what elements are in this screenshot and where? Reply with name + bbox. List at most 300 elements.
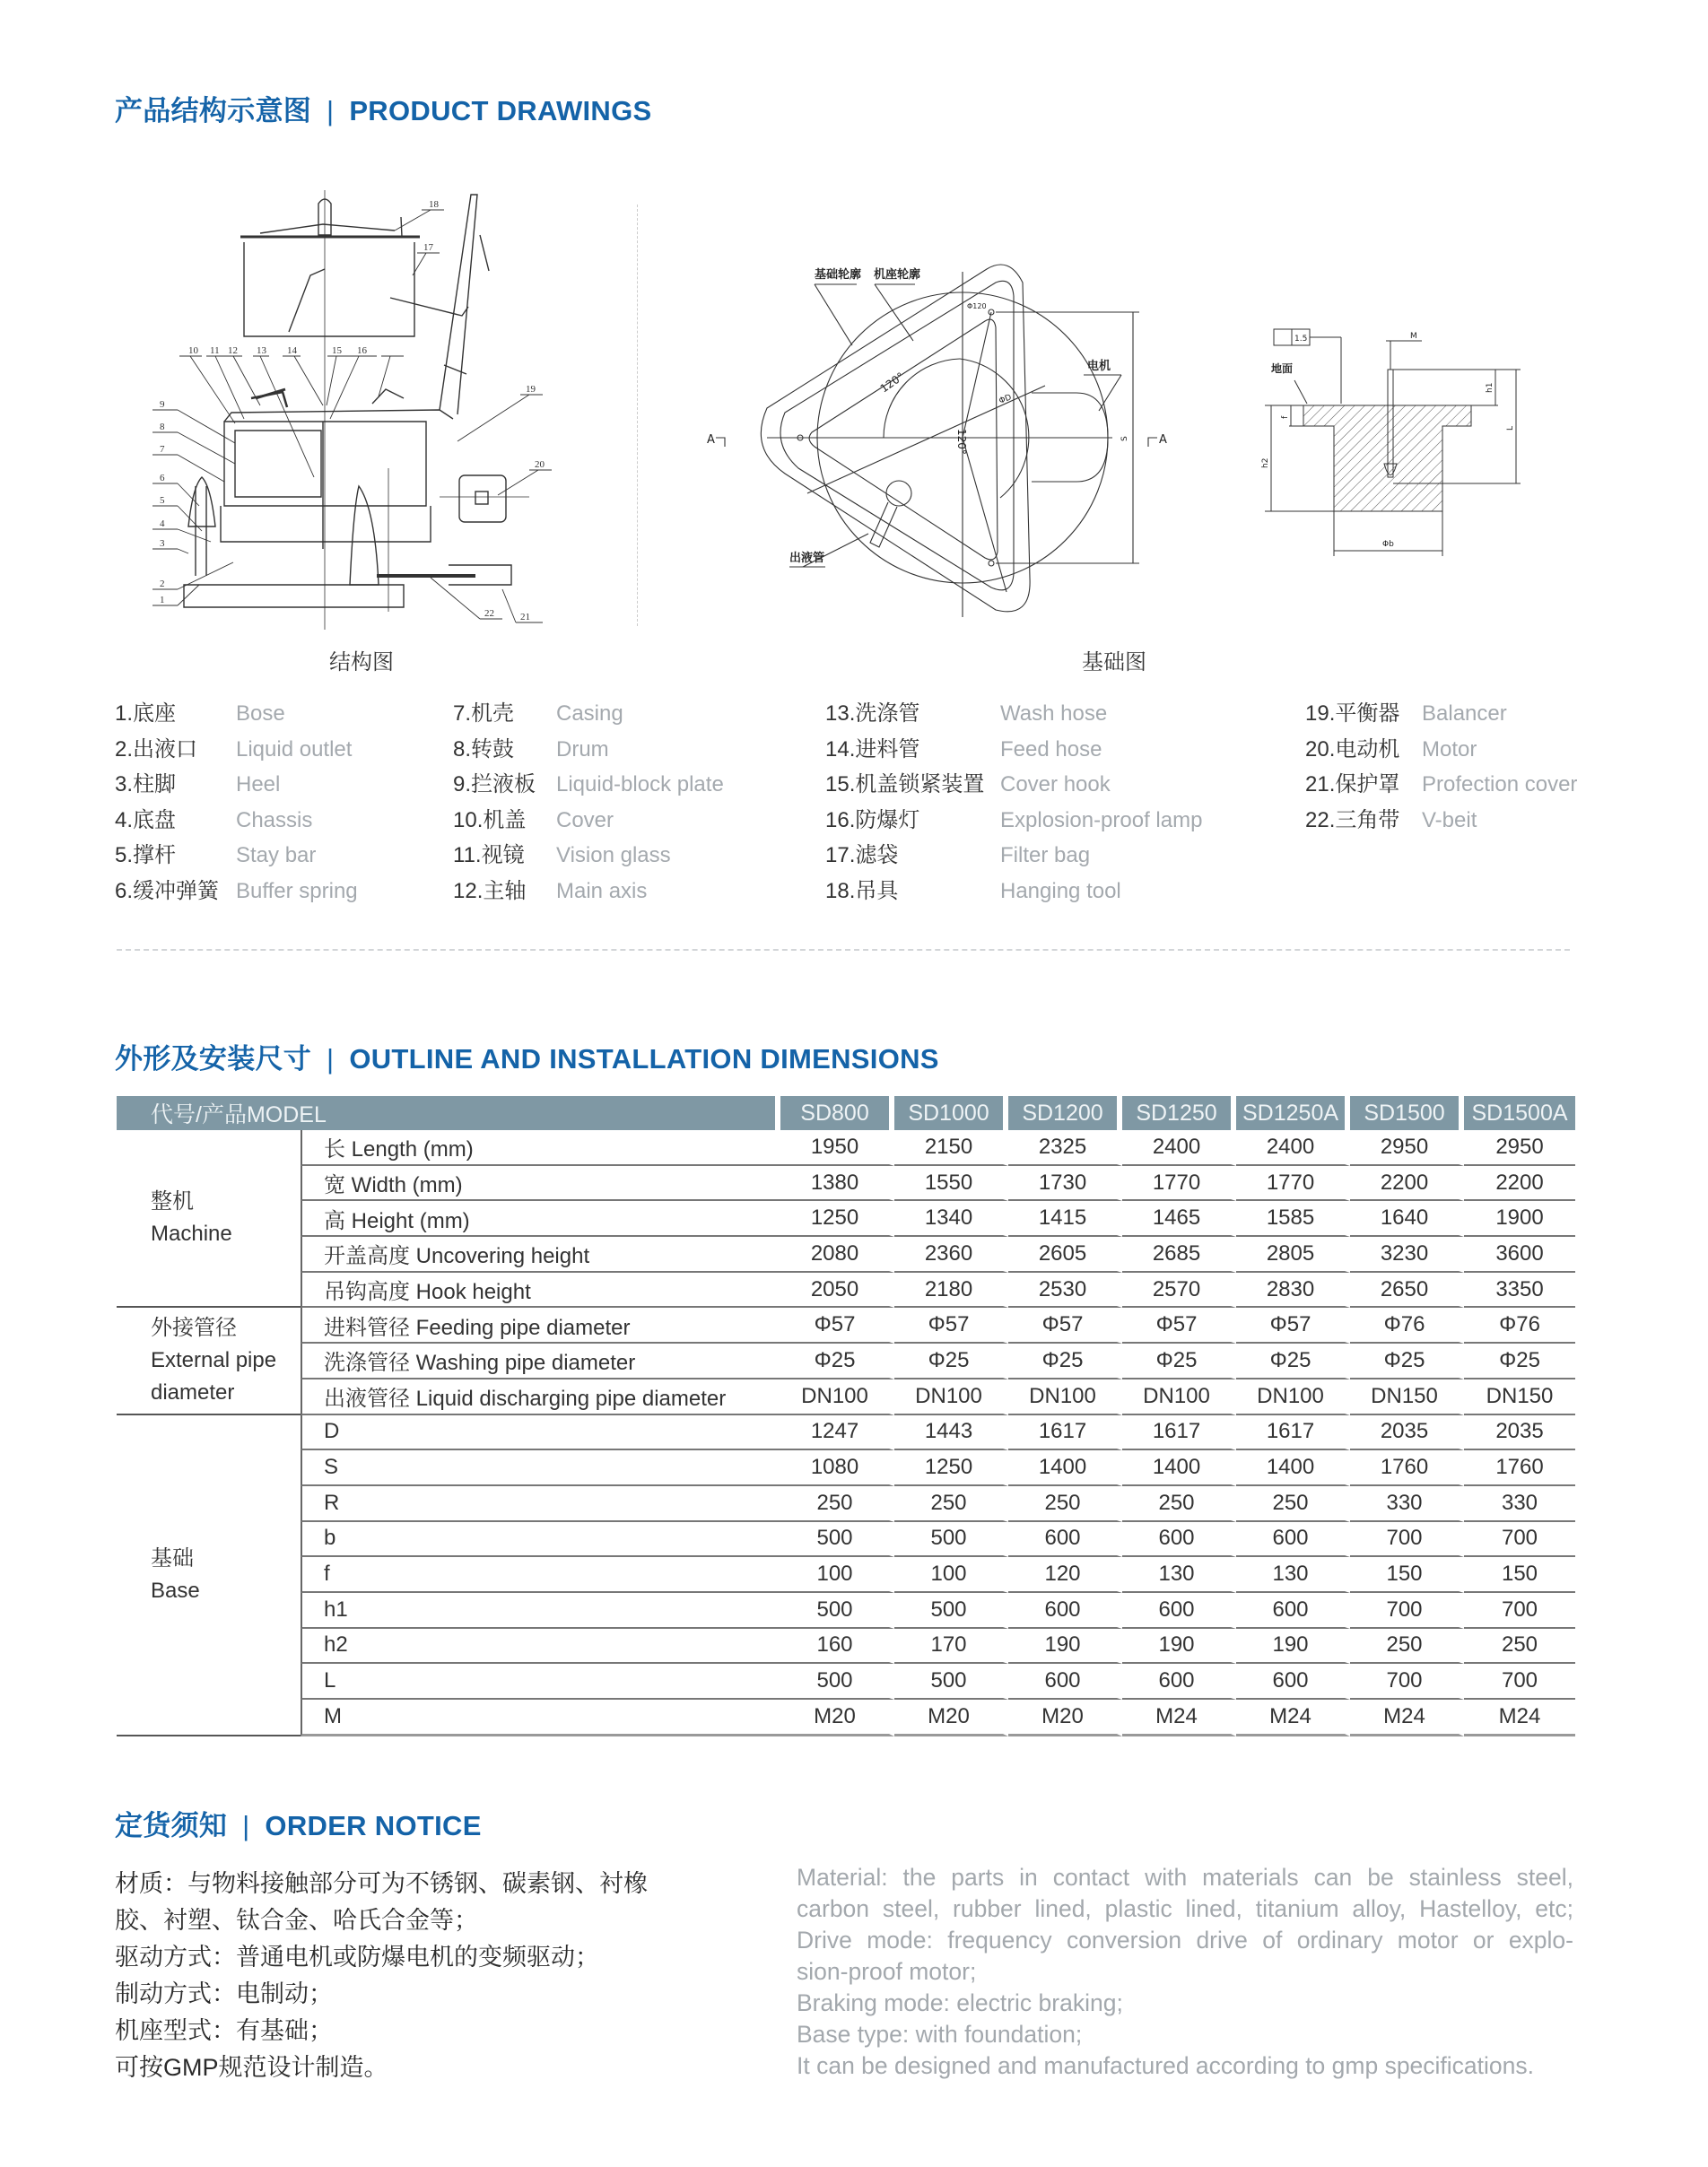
- label-s: S: [1120, 436, 1129, 441]
- cell-value: 2325: [1008, 1130, 1122, 1166]
- cell-value: Φ76: [1464, 1308, 1575, 1344]
- cell-value: 3600: [1464, 1237, 1575, 1273]
- foundation-section-drawing: [1251, 316, 1538, 562]
- cell-value: 250: [1350, 1629, 1464, 1665]
- cell-value: 500: [894, 1593, 1008, 1629]
- cell-value: Φ25: [894, 1344, 1008, 1379]
- part-name-cn: 15.机盖锁紧装置: [825, 772, 985, 796]
- cell-value: 250: [780, 1486, 894, 1522]
- title-en: PRODUCT DRAWINGS: [349, 95, 652, 126]
- row-group-label: [117, 1130, 301, 1308]
- table-row: [117, 1593, 1575, 1629]
- cell-value: 1400: [1236, 1450, 1350, 1486]
- cell-value: 2830: [1236, 1273, 1350, 1309]
- part-item: [453, 732, 724, 768]
- svg-text:11: 11: [210, 345, 220, 356]
- part-name-en: Explosion-proof lamp: [1000, 807, 1203, 832]
- part-name-en: Heel: [236, 772, 281, 796]
- part-item: [115, 767, 358, 803]
- svg-text:18: 18: [429, 199, 439, 210]
- notice-line: 驱动方式：普通电机或防爆电机的变频驱动；: [115, 1944, 599, 1971]
- cell-value: DN150: [1350, 1379, 1464, 1415]
- cell-value: 1640: [1350, 1201, 1464, 1237]
- svg-text:13: 13: [257, 345, 266, 356]
- cell-value: 2360: [894, 1237, 1008, 1273]
- table-row: [117, 1486, 1575, 1522]
- cell-value: 250: [1008, 1486, 1122, 1522]
- group-label-en: Machine: [151, 1222, 232, 1247]
- group-label-en: External pipe diameter: [151, 1347, 277, 1405]
- row-group-label: [117, 1415, 301, 1736]
- cell-value: 2200: [1350, 1166, 1464, 1202]
- svg-text:22: 22: [484, 608, 494, 619]
- motor-shape: [440, 475, 529, 522]
- part-name-en: Chassis: [236, 807, 313, 832]
- header-model: SD1000: [894, 1096, 1008, 1130]
- part-name-cn: 4.底盘: [115, 807, 177, 832]
- part-name-cn: 16.防爆灯: [825, 807, 920, 832]
- cell-value: 250: [1464, 1629, 1575, 1665]
- param-label: h1: [301, 1593, 780, 1629]
- cell-value: 2650: [1350, 1273, 1464, 1309]
- notice-line: 可按GMP规范设计制造。: [115, 2054, 388, 2081]
- table-row: [117, 1664, 1575, 1700]
- notice-line: 胶、衬塑、钛合金、哈氏合金等；: [115, 1907, 478, 1934]
- cell-value: 2035: [1350, 1415, 1464, 1451]
- svg-text:2: 2: [160, 579, 165, 589]
- cell-value: 1550: [894, 1166, 1008, 1202]
- title-en: ORDER NOTICE: [265, 1810, 482, 1841]
- part-item: [115, 732, 358, 768]
- svg-text:16: 16: [357, 345, 367, 356]
- cell-value: DN100: [1122, 1379, 1236, 1415]
- part-name-en: Vision glass: [556, 843, 671, 867]
- label-base-outline: 基础轮廓: [815, 268, 862, 282]
- cell-value: Φ25: [1008, 1344, 1122, 1379]
- svg-text:12: 12: [228, 345, 238, 356]
- table-row: [117, 1557, 1575, 1593]
- cell-value: 3230: [1350, 1237, 1464, 1273]
- cell-value: 1730: [1008, 1166, 1122, 1202]
- part-name-cn: 14.进料管: [825, 736, 920, 761]
- param-label: b: [301, 1522, 780, 1558]
- cell-value: Φ25: [780, 1344, 894, 1379]
- label-h2: h2: [1261, 457, 1270, 468]
- svg-text:19: 19: [526, 384, 536, 395]
- notice-line: sion-proof motor;: [797, 1958, 977, 1985]
- part-name-cn: 17.滤袋: [825, 843, 899, 867]
- cell-value: Φ76: [1350, 1308, 1464, 1344]
- notice-line: Braking mode: electric braking;: [797, 1989, 1123, 2016]
- part-name-en: Cover hook: [1000, 772, 1111, 796]
- parts-column-2: [453, 696, 724, 909]
- param-label: 开盖高度 Uncovering height: [301, 1237, 780, 1273]
- cell-value: 600: [1008, 1522, 1122, 1558]
- cell-value: Φ25: [1236, 1344, 1350, 1379]
- title-separator: |: [327, 1043, 335, 1075]
- order-notice-en: [797, 1862, 1573, 2082]
- label-ground: 地面: [1271, 362, 1294, 375]
- cell-value: 1247: [780, 1415, 894, 1451]
- part-name-cn: 20.电动机: [1305, 736, 1400, 761]
- cell-value: DN100: [780, 1379, 894, 1415]
- cell-value: 700: [1350, 1664, 1464, 1700]
- cell-value: 100: [780, 1557, 894, 1593]
- part-name-en: Filter bag: [1000, 843, 1091, 867]
- cell-value: 2605: [1008, 1237, 1122, 1273]
- table-row: [117, 1273, 1575, 1309]
- callout-lines: [152, 210, 552, 622]
- part-name-en: Buffer spring: [236, 878, 358, 903]
- title-cn: 定货须知: [115, 1810, 228, 1841]
- section-title-order-notice: [115, 1803, 482, 1843]
- cell-value: 250: [1236, 1486, 1350, 1522]
- table-row: [117, 1308, 1575, 1344]
- section-title-product-drawings: [115, 88, 652, 128]
- table-row: [117, 1166, 1575, 1202]
- cell-value: 2530: [1008, 1273, 1122, 1309]
- cover-arm-shape: [390, 195, 489, 414]
- row-group-label: [117, 1308, 301, 1414]
- title-separator: |: [327, 95, 335, 126]
- cell-value: 600: [1122, 1593, 1236, 1629]
- label-motor: 电机: [1087, 360, 1111, 373]
- cell-value: 600: [1008, 1593, 1122, 1629]
- cell-value: 1760: [1350, 1450, 1464, 1486]
- cell-value: 2035: [1464, 1415, 1575, 1451]
- part-item: [453, 838, 724, 874]
- table-row: [117, 1344, 1575, 1379]
- label-f: f: [1281, 415, 1290, 419]
- part-name-en: Profection cover: [1422, 772, 1578, 796]
- cell-value: 700: [1350, 1593, 1464, 1629]
- cell-value: 1770: [1122, 1166, 1236, 1202]
- cell-value: 3350: [1464, 1273, 1575, 1309]
- header-model: SD800: [780, 1096, 894, 1130]
- label-h1: h1: [1486, 382, 1494, 393]
- notice-line: Base type: with foundation;: [797, 2021, 1083, 2048]
- casing-shape: [221, 389, 453, 549]
- part-name-cn: 9.拦液板: [453, 772, 536, 796]
- cell-value: Φ57: [1122, 1308, 1236, 1344]
- label-seat-outline: 机座轮廓: [874, 268, 921, 282]
- cell-value: 600: [1122, 1522, 1236, 1558]
- cell-value: 600: [1236, 1522, 1350, 1558]
- label-angle-1: 120°: [877, 370, 907, 396]
- part-item: [453, 767, 724, 803]
- table-header-row: [117, 1096, 1575, 1130]
- part-name-cn: 7.机壳: [453, 701, 515, 726]
- notice-line: It can be designed and manufactured according to gmp specifications.: [797, 2052, 1535, 2079]
- label-section-a-left: A: [707, 433, 715, 447]
- part-name-en: V-beit: [1422, 807, 1477, 832]
- drawing-separator: [637, 205, 638, 626]
- param-label: h2: [301, 1629, 780, 1665]
- group-label-cn: 外接管径: [151, 1315, 237, 1340]
- svg-text:7: 7: [160, 444, 165, 455]
- cell-value: 330: [1464, 1486, 1575, 1522]
- svg-text:20: 20: [535, 459, 545, 470]
- part-name-en: Balancer: [1422, 701, 1507, 726]
- cell-value: 1950: [780, 1130, 894, 1166]
- cell-value: 130: [1236, 1557, 1350, 1593]
- svg-text:3: 3: [160, 538, 165, 549]
- parts-column-4: [1305, 696, 1577, 838]
- cell-value: Φ25: [1350, 1344, 1464, 1379]
- table-row: [117, 1522, 1575, 1558]
- part-name-en: Bose: [236, 701, 285, 726]
- table-row: [117, 1379, 1575, 1415]
- table-row: [117, 1629, 1575, 1665]
- notice-line: Drive mode: frequency conversion drive of ordinary motor or explo-: [797, 1927, 1573, 1954]
- header-model: SD1500A: [1464, 1096, 1575, 1130]
- part-item: [1305, 696, 1577, 732]
- parts-column-3: [825, 696, 1202, 909]
- cell-value: DN100: [1236, 1379, 1350, 1415]
- label-phi-d: ΦD: [998, 393, 1014, 406]
- cell-value: 700: [1464, 1664, 1575, 1700]
- cell-value: 250: [1122, 1486, 1236, 1522]
- cell-value: M20: [1008, 1700, 1122, 1736]
- cell-value: 190: [1008, 1629, 1122, 1665]
- cell-value: DN150: [1464, 1379, 1575, 1415]
- cell-value: 170: [894, 1629, 1008, 1665]
- section-divider: [117, 949, 1570, 951]
- svg-text:5: 5: [160, 495, 165, 506]
- param-label: 出液管径 Liquid discharging pipe diameter: [301, 1379, 780, 1415]
- cell-value: 1770: [1236, 1166, 1350, 1202]
- cell-value: 1250: [780, 1201, 894, 1237]
- cell-value: 2400: [1122, 1130, 1236, 1166]
- label-l: L: [1506, 425, 1515, 431]
- cell-value: 2200: [1464, 1166, 1575, 1202]
- cell-value: 700: [1464, 1522, 1575, 1558]
- part-item: [453, 874, 724, 909]
- cell-value: 2050: [780, 1273, 894, 1309]
- cell-value: 1380: [780, 1166, 894, 1202]
- header-model: SD1500: [1350, 1096, 1464, 1130]
- table-row: [117, 1415, 1575, 1451]
- group-label-cn: 整机: [151, 1189, 194, 1214]
- label-phi-b: Φb: [1382, 540, 1394, 549]
- param-label: D: [301, 1415, 780, 1451]
- cell-value: Φ57: [780, 1308, 894, 1344]
- param-label: f: [301, 1557, 780, 1593]
- part-item: [453, 803, 724, 839]
- cell-value: 600: [1122, 1664, 1236, 1700]
- svg-text:1: 1: [160, 595, 165, 605]
- cell-value: M20: [780, 1700, 894, 1736]
- cell-value: 1400: [1122, 1450, 1236, 1486]
- cell-value: Φ57: [1236, 1308, 1350, 1344]
- param-label: L: [301, 1664, 780, 1700]
- cell-value: 1617: [1122, 1415, 1236, 1451]
- title-cn: 外形及安装尺寸: [115, 1043, 312, 1075]
- part-item: [115, 874, 358, 909]
- cell-value: 2685: [1122, 1237, 1236, 1273]
- label-angle-2: 120°: [955, 429, 968, 455]
- cell-value: 2400: [1236, 1130, 1350, 1166]
- cell-value: 160: [780, 1629, 894, 1665]
- svg-text:15: 15: [332, 345, 342, 356]
- notice-line: Material: the parts in contact with materials can be stainless steel,: [797, 1864, 1573, 1891]
- cell-value: 1617: [1236, 1415, 1350, 1451]
- part-name-cn: 8.转鼓: [453, 736, 515, 761]
- part-item: [825, 803, 1202, 839]
- part-name-cn: 21.保护罩: [1305, 772, 1400, 796]
- cell-value: 600: [1008, 1664, 1122, 1700]
- svg-text:4: 4: [160, 518, 165, 529]
- cell-value: 250: [894, 1486, 1008, 1522]
- parts-column-1: [115, 696, 358, 909]
- cell-value: 130: [1122, 1557, 1236, 1593]
- cell-value: 500: [894, 1522, 1008, 1558]
- cell-value: Φ57: [1008, 1308, 1122, 1344]
- cell-value: 1415: [1008, 1201, 1122, 1237]
- svg-text:9: 9: [160, 399, 165, 410]
- cell-value: 2950: [1350, 1130, 1464, 1166]
- cell-value: 190: [1122, 1629, 1236, 1665]
- part-name-cn: 18.吊具: [825, 878, 899, 903]
- part-name-cn: 11.视镜: [453, 843, 525, 867]
- part-name-cn: 6.缓冲弹簧: [115, 878, 220, 903]
- svg-text:8: 8: [160, 422, 165, 432]
- table-row: [117, 1237, 1575, 1273]
- part-name-en: Hanging tool: [1000, 878, 1121, 903]
- cell-value: 1340: [894, 1201, 1008, 1237]
- cell-value: 1585: [1236, 1201, 1350, 1237]
- svg-text:6: 6: [160, 473, 165, 483]
- section-title-dimensions: [115, 1036, 939, 1076]
- cell-value: 700: [1464, 1593, 1575, 1629]
- cell-value: 100: [894, 1557, 1008, 1593]
- svg-text:10: 10: [188, 345, 198, 356]
- notice-line: 机座型式：有基础；: [115, 2017, 333, 2044]
- cell-value: 500: [780, 1593, 894, 1629]
- table-row: [117, 1450, 1575, 1486]
- part-name-cn: 2.出液口: [115, 736, 198, 761]
- part-name-cn: 5.撑杆: [115, 843, 177, 867]
- part-name-en: Liquid outlet: [236, 736, 353, 761]
- cell-value: 500: [780, 1522, 894, 1558]
- param-label: S: [301, 1450, 780, 1486]
- cell-value: 1400: [1008, 1450, 1122, 1486]
- cell-value: 700: [1350, 1522, 1464, 1558]
- svg-text:14: 14: [287, 345, 297, 356]
- svg-text:21: 21: [520, 612, 530, 622]
- part-name-cn: 1.底座: [115, 701, 177, 726]
- param-label: M: [301, 1700, 780, 1736]
- header-model: SD1200: [1008, 1096, 1122, 1130]
- part-item: [115, 838, 358, 874]
- part-name-cn: 13.洗涤管: [825, 701, 920, 726]
- title-en: OUTLINE AND INSTALLATION DIMENSIONS: [349, 1043, 939, 1075]
- label-m: M: [1410, 332, 1417, 341]
- header-model-label: 代号/产品MODEL: [117, 1096, 780, 1130]
- part-item: [453, 696, 724, 732]
- cell-value: 500: [780, 1664, 894, 1700]
- param-label: 长 Length (mm): [301, 1130, 780, 1166]
- part-item: [1305, 803, 1577, 839]
- notice-line: 制动方式：电制动；: [115, 1980, 333, 2007]
- cell-value: 190: [1236, 1629, 1350, 1665]
- title-cn: 产品结构示意图: [115, 95, 312, 126]
- cell-value: 120: [1008, 1557, 1122, 1593]
- table-row: [117, 1130, 1575, 1166]
- cell-value: 150: [1464, 1557, 1575, 1593]
- cell-value: M24: [1464, 1700, 1575, 1736]
- param-label: 洗涤管径 Washing pipe diameter: [301, 1344, 780, 1379]
- svg-text:17: 17: [423, 242, 433, 253]
- part-name-cn: 12.主轴: [453, 878, 527, 903]
- part-name-cn: 10.机盖: [453, 807, 527, 832]
- part-name-cn: 19.平衡器: [1305, 701, 1400, 726]
- cell-value: M24: [1236, 1700, 1350, 1736]
- cell-value: 1617: [1008, 1415, 1122, 1451]
- cell-value: 1250: [894, 1450, 1008, 1486]
- header-model: SD1250A: [1236, 1096, 1350, 1130]
- cell-value: DN100: [894, 1379, 1008, 1415]
- cell-value: 2570: [1122, 1273, 1236, 1309]
- param-label: 高 Height (mm): [301, 1201, 780, 1237]
- cell-value: 1443: [894, 1415, 1008, 1451]
- param-label: 吊钩高度 Hook height: [301, 1273, 780, 1309]
- cell-value: Φ25: [1122, 1344, 1236, 1379]
- cell-value: 2180: [894, 1273, 1008, 1309]
- part-name-en: Wash hose: [1000, 701, 1108, 726]
- cell-value: 150: [1350, 1557, 1464, 1593]
- label-section-a-right: A: [1159, 433, 1167, 447]
- part-item: [825, 838, 1202, 874]
- part-item: [1305, 767, 1577, 803]
- foundation-caption: 基础图: [1082, 650, 1146, 674]
- part-item: [115, 696, 358, 732]
- cell-value: 1760: [1464, 1450, 1575, 1486]
- cell-value: DN100: [1008, 1379, 1122, 1415]
- part-name-en: Casing: [556, 701, 623, 726]
- param-label: 进料管径 Feeding pipe diameter: [301, 1308, 780, 1344]
- notice-line: carbon steel, rubber lined, plastic lined, titanium alloy, Hastelloy, etc;: [797, 1895, 1573, 1922]
- part-name-cn: 22.三角带: [1305, 807, 1400, 832]
- param-label: 宽 Width (mm): [301, 1166, 780, 1202]
- foundation-plan-drawing: [700, 233, 1238, 628]
- param-label: R: [301, 1486, 780, 1522]
- cell-value: 1465: [1122, 1201, 1236, 1237]
- part-name-en: Stay bar: [236, 843, 317, 867]
- cell-value: M20: [894, 1700, 1008, 1736]
- part-name-cn: 3.柱脚: [115, 772, 177, 796]
- part-item: [825, 767, 1202, 803]
- dimensions-table: [117, 1096, 1575, 1736]
- cell-value: 330: [1350, 1486, 1464, 1522]
- cell-value: 2080: [780, 1237, 894, 1273]
- group-label-cn: 基础: [151, 1545, 194, 1571]
- label-hole: Φ120: [967, 302, 987, 310]
- label-outlet-pipe: 出液管: [789, 552, 825, 565]
- notice-line: 材质：与物料接触部分可为不锈钢、碳素钢、衬橡: [115, 1870, 648, 1897]
- cell-value: 1080: [780, 1450, 894, 1486]
- part-item: [825, 732, 1202, 768]
- part-name-en: Main axis: [556, 878, 648, 903]
- title-separator: |: [242, 1810, 250, 1841]
- table-row: [117, 1700, 1575, 1736]
- cell-value: 2150: [894, 1130, 1008, 1166]
- part-name-en: Liquid-block plate: [556, 772, 724, 796]
- part-item: [825, 874, 1202, 909]
- cell-value: 500: [894, 1664, 1008, 1700]
- structure-drawing: [135, 190, 637, 630]
- part-item: [1305, 732, 1577, 768]
